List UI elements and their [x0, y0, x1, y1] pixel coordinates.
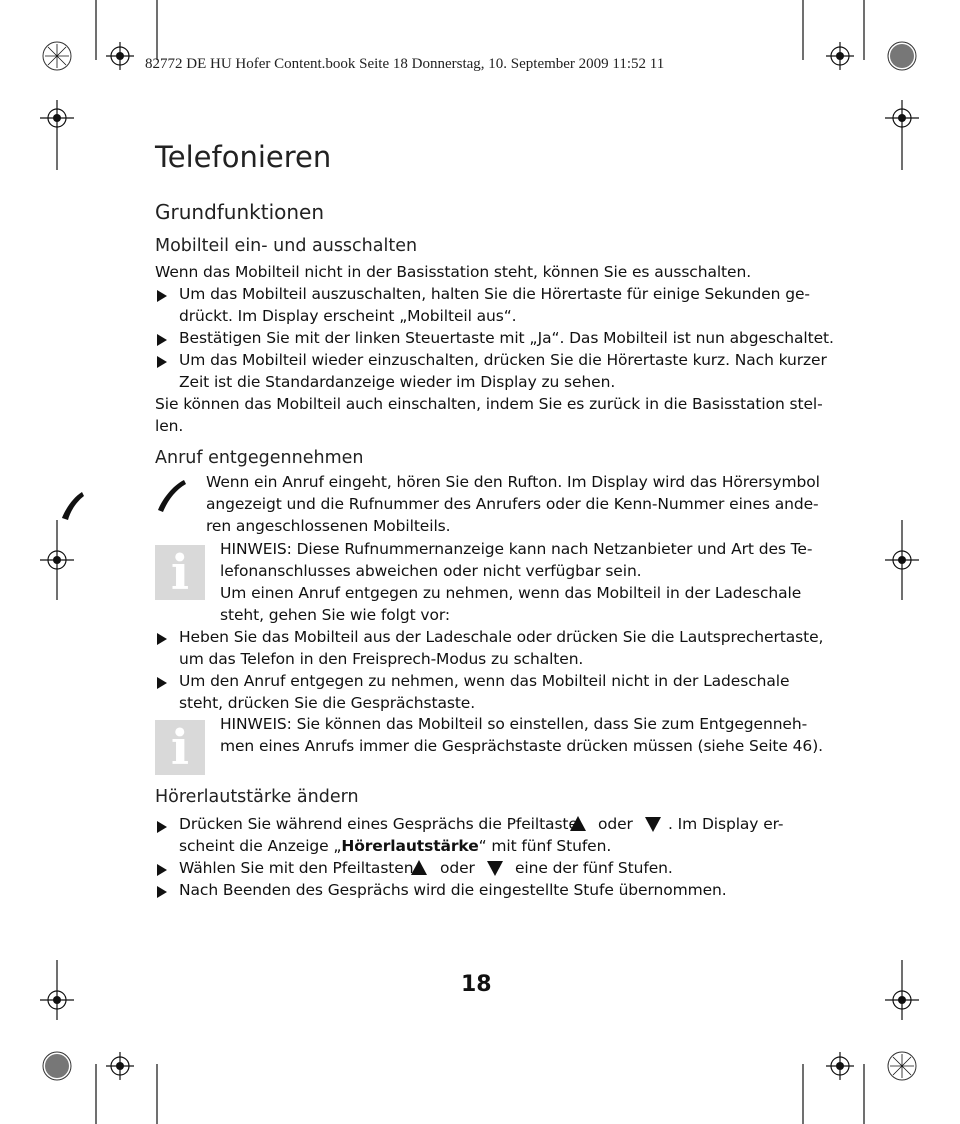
subsection-heading-power: Mobilteil ein- und ausschalten [155, 236, 418, 256]
bullet-arrow-icon [157, 886, 167, 898]
paragraph: Sie können das Mobilteil auch einschalten, indem Sie es zurück in die Basisstation stel- [155, 395, 823, 413]
note-text: men eines Anrufs immer die Gesprächstaste drücken müssen (siehe Seite 46). [220, 737, 823, 755]
list-item: Um das Mobilteil wieder einzuschalten, drücken Sie die Hörertaste kurz. Nach kurzer [179, 351, 827, 369]
section-heading: Grundfunktionen [155, 200, 325, 224]
arrow-down-icon [487, 861, 503, 876]
arrow-up-icon [570, 816, 586, 831]
paragraph: Wenn das Mobilteil nicht in der Basisstation steht, können Sie es ausschalten. [155, 263, 752, 281]
note-text: HINWEIS: Sie können das Mobilteil so einstellen, dass Sie zum Entgegenneh- [220, 715, 808, 733]
print-header: 82772 DE HU Hofer Content.book Seite 18 Donnerstag, 10. September 2009 11:52 11 [145, 56, 665, 72]
info-icon: i [155, 545, 205, 600]
subsection-heading-answer: Anruf entgegennehmen [155, 448, 364, 468]
phone-handset-icon [62, 492, 84, 520]
list-item: Bestätigen Sie mit der linken Steuertaste mit „Ja“. Das Mobilteil ist nun abgeschaltet. [179, 329, 834, 347]
arrow-up-icon [411, 860, 427, 875]
list-item: Heben Sie das Mobilteil aus der Ladeschale oder drücken Sie die Lautsprechertaste, [179, 628, 824, 646]
bullet-arrow-icon [157, 356, 167, 368]
bullet-arrow-icon [157, 290, 167, 302]
note-text: lefonanschlusses abweichen oder nicht verfügbar sein. [220, 562, 642, 580]
note-text: Um einen Anruf entgegen zu nehmen, wenn das Mobilteil in der Ladeschale [220, 584, 802, 602]
info-icon: i [155, 720, 205, 775]
arrow-down-icon [645, 817, 661, 832]
paragraph-cont: ren angeschlossenen Mobilteils. [206, 517, 451, 535]
list-item-text: oder [440, 859, 475, 877]
paragraph-cont: len. [155, 417, 184, 435]
paragraph-cont: angezeigt und die Rufnummer des Anrufers oder die Kenn-Nummer eines ande- [206, 495, 819, 513]
list-item: Um das Mobilteil auszuschalten, halten Sie die Hörertaste für einige Sekunden ge- [179, 285, 810, 303]
list-item-text: eine der fünf Stufen. [515, 859, 673, 877]
bullet-arrow-icon [157, 677, 167, 689]
list-item: Nach Beenden des Gesprächs wird die eingestellte Stufe übernommen. [179, 881, 727, 899]
paragraph: Wenn ein Anruf eingeht, hören Sie den Rufton. Im Display wird das Hörersymbol [206, 473, 820, 491]
bullet-arrow-icon [157, 633, 167, 645]
list-item: Um den Anruf entgegen zu nehmen, wenn das Mobilteil nicht in der Ladeschale [179, 672, 790, 690]
page-title: Telefonieren [155, 140, 332, 174]
bullet-arrow-icon [157, 334, 167, 346]
list-item-cont: um das Telefon in den Freisprech-Modus zu schalten. [179, 650, 584, 668]
bullet-arrow-icon [157, 821, 167, 833]
note-text: HINWEIS: Diese Rufnummernanzeige kann nach Netzanbieter und Art des Te- [220, 540, 813, 558]
list-item-cont: steht, drücken Sie die Gesprächstaste. [179, 694, 476, 712]
list-item-text: . Im Display er- [668, 815, 784, 833]
list-item-cont: Zeit ist die Standardanzeige wieder im Display zu sehen. [179, 373, 616, 391]
page-number: 18 [461, 972, 492, 997]
phone-handset-icon [156, 478, 188, 514]
note-text: steht, gehen Sie wie folgt vor: [220, 606, 450, 624]
subsection-heading-volume: Hörerlautstärke ändern [155, 787, 359, 807]
list-item: Drücken Sie während eines Gesprächs die Pfeiltaste [179, 815, 578, 833]
list-item-text: oder [598, 815, 633, 833]
list-item-cont: drückt. Im Display erscheint „Mobilteil aus“. [179, 307, 517, 325]
bullet-arrow-icon [157, 864, 167, 876]
list-item-cont: scheint die Anzeige „Hörerlautstärke“ mit fünf Stufen. [179, 837, 612, 855]
list-item: Wählen Sie mit den Pfeiltasten [179, 859, 414, 877]
